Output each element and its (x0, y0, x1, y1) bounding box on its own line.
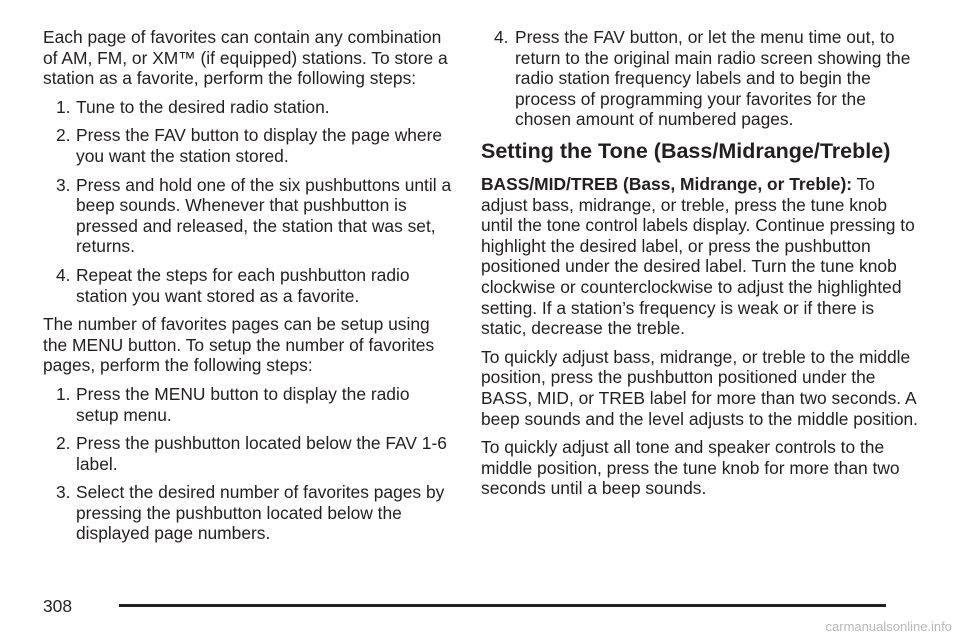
list-item (43, 384, 453, 425)
list-item (43, 125, 453, 166)
footer-rule (119, 604, 886, 607)
right-column (481, 27, 921, 507)
step-number: 4. (56, 264, 71, 285)
step-text: Press the FAV button, or let the menu time out, to return to the original main radio screen showing the radio station frequency labels and to begin the process of programming your favorites for the chosen amount of numbered pages. (515, 27, 911, 130)
step-number: 3. (56, 174, 71, 195)
step-text: Repeat the steps for each pushbutton radio station you want stored as a favorite. (76, 264, 410, 306)
step-text: Select the desired number of favorites pages by pressing the pushbutton located below the displayed page numbers. (76, 482, 445, 544)
list-item (43, 175, 453, 257)
step-text: Tune to the desired radio station. (76, 96, 330, 117)
store-steps-list (43, 97, 453, 306)
watermark: carmanualsonline.info (825, 619, 952, 634)
list-item (43, 482, 453, 544)
list-item (43, 265, 453, 306)
step-number: 3. (56, 482, 71, 503)
setup-steps-list (43, 384, 453, 544)
bass-text: To adjust bass, midrange, or treble, press the tune knob until the tone control labels display. Continue pressing to highlight the desired label, or press the pushbutton positioned under the desired label. Turn the tune knob clockwise or counterclockwise to adjust the highlighted setting. If a station’s frequency is weak or if there is static, decrease the treble. (481, 173, 915, 339)
step-number: 2. (56, 433, 71, 454)
page-number: 308 (43, 596, 73, 616)
step-text: Press and hold one of the six pushbuttons until a beep sounds. Whenever that pushbutton is pressed and released, the station that was set, returns. (76, 174, 452, 257)
left-column (43, 27, 453, 552)
list-item (43, 97, 453, 118)
list-item (43, 433, 453, 474)
step-text: Press the MENU button to display the radio setup menu. (76, 383, 410, 425)
step-text: Press the pushbutton located below the FAV 1-6 label. (76, 433, 447, 474)
favorites-intro: Each page of favorites can contain any combination of AM, FM, or XM™ (if equipped) stations. To store a station as a favorite, perform the following steps: (43, 27, 448, 89)
bass-label: BASS/MID/TREB (Bass, Midrange, or Treble): (481, 173, 853, 194)
section-heading: Setting the Tone (Bass/Midrange/Treble) (481, 138, 891, 163)
step-number: 2. (56, 125, 71, 146)
middle-position-paragraph: To quickly adjust bass, midrange, or treble to the middle position, press the pushbutton positioned under the BASS, MID, or TREB label for more than two seconds. A beep sounds and the level adjusts to the middle position. (481, 346, 918, 429)
step-number: 1. (56, 96, 71, 117)
bass-paragraph (481, 174, 921, 339)
list-item (481, 27, 921, 130)
setup-steps-continued (481, 27, 921, 130)
step-number: 4. (494, 27, 509, 47)
step-text: Press the FAV button to display the page where you want the station stored. (76, 125, 443, 166)
reset-all-paragraph: To quickly adjust all tone and speaker controls to the middle position, press the tune knob for more than two seconds until a beep sounds. (481, 437, 900, 499)
setup-intro: The number of favorites pages can be setup using the MENU button. To setup the number of favorites pages, perform the following steps: (43, 314, 435, 376)
step-number: 1. (56, 383, 71, 404)
